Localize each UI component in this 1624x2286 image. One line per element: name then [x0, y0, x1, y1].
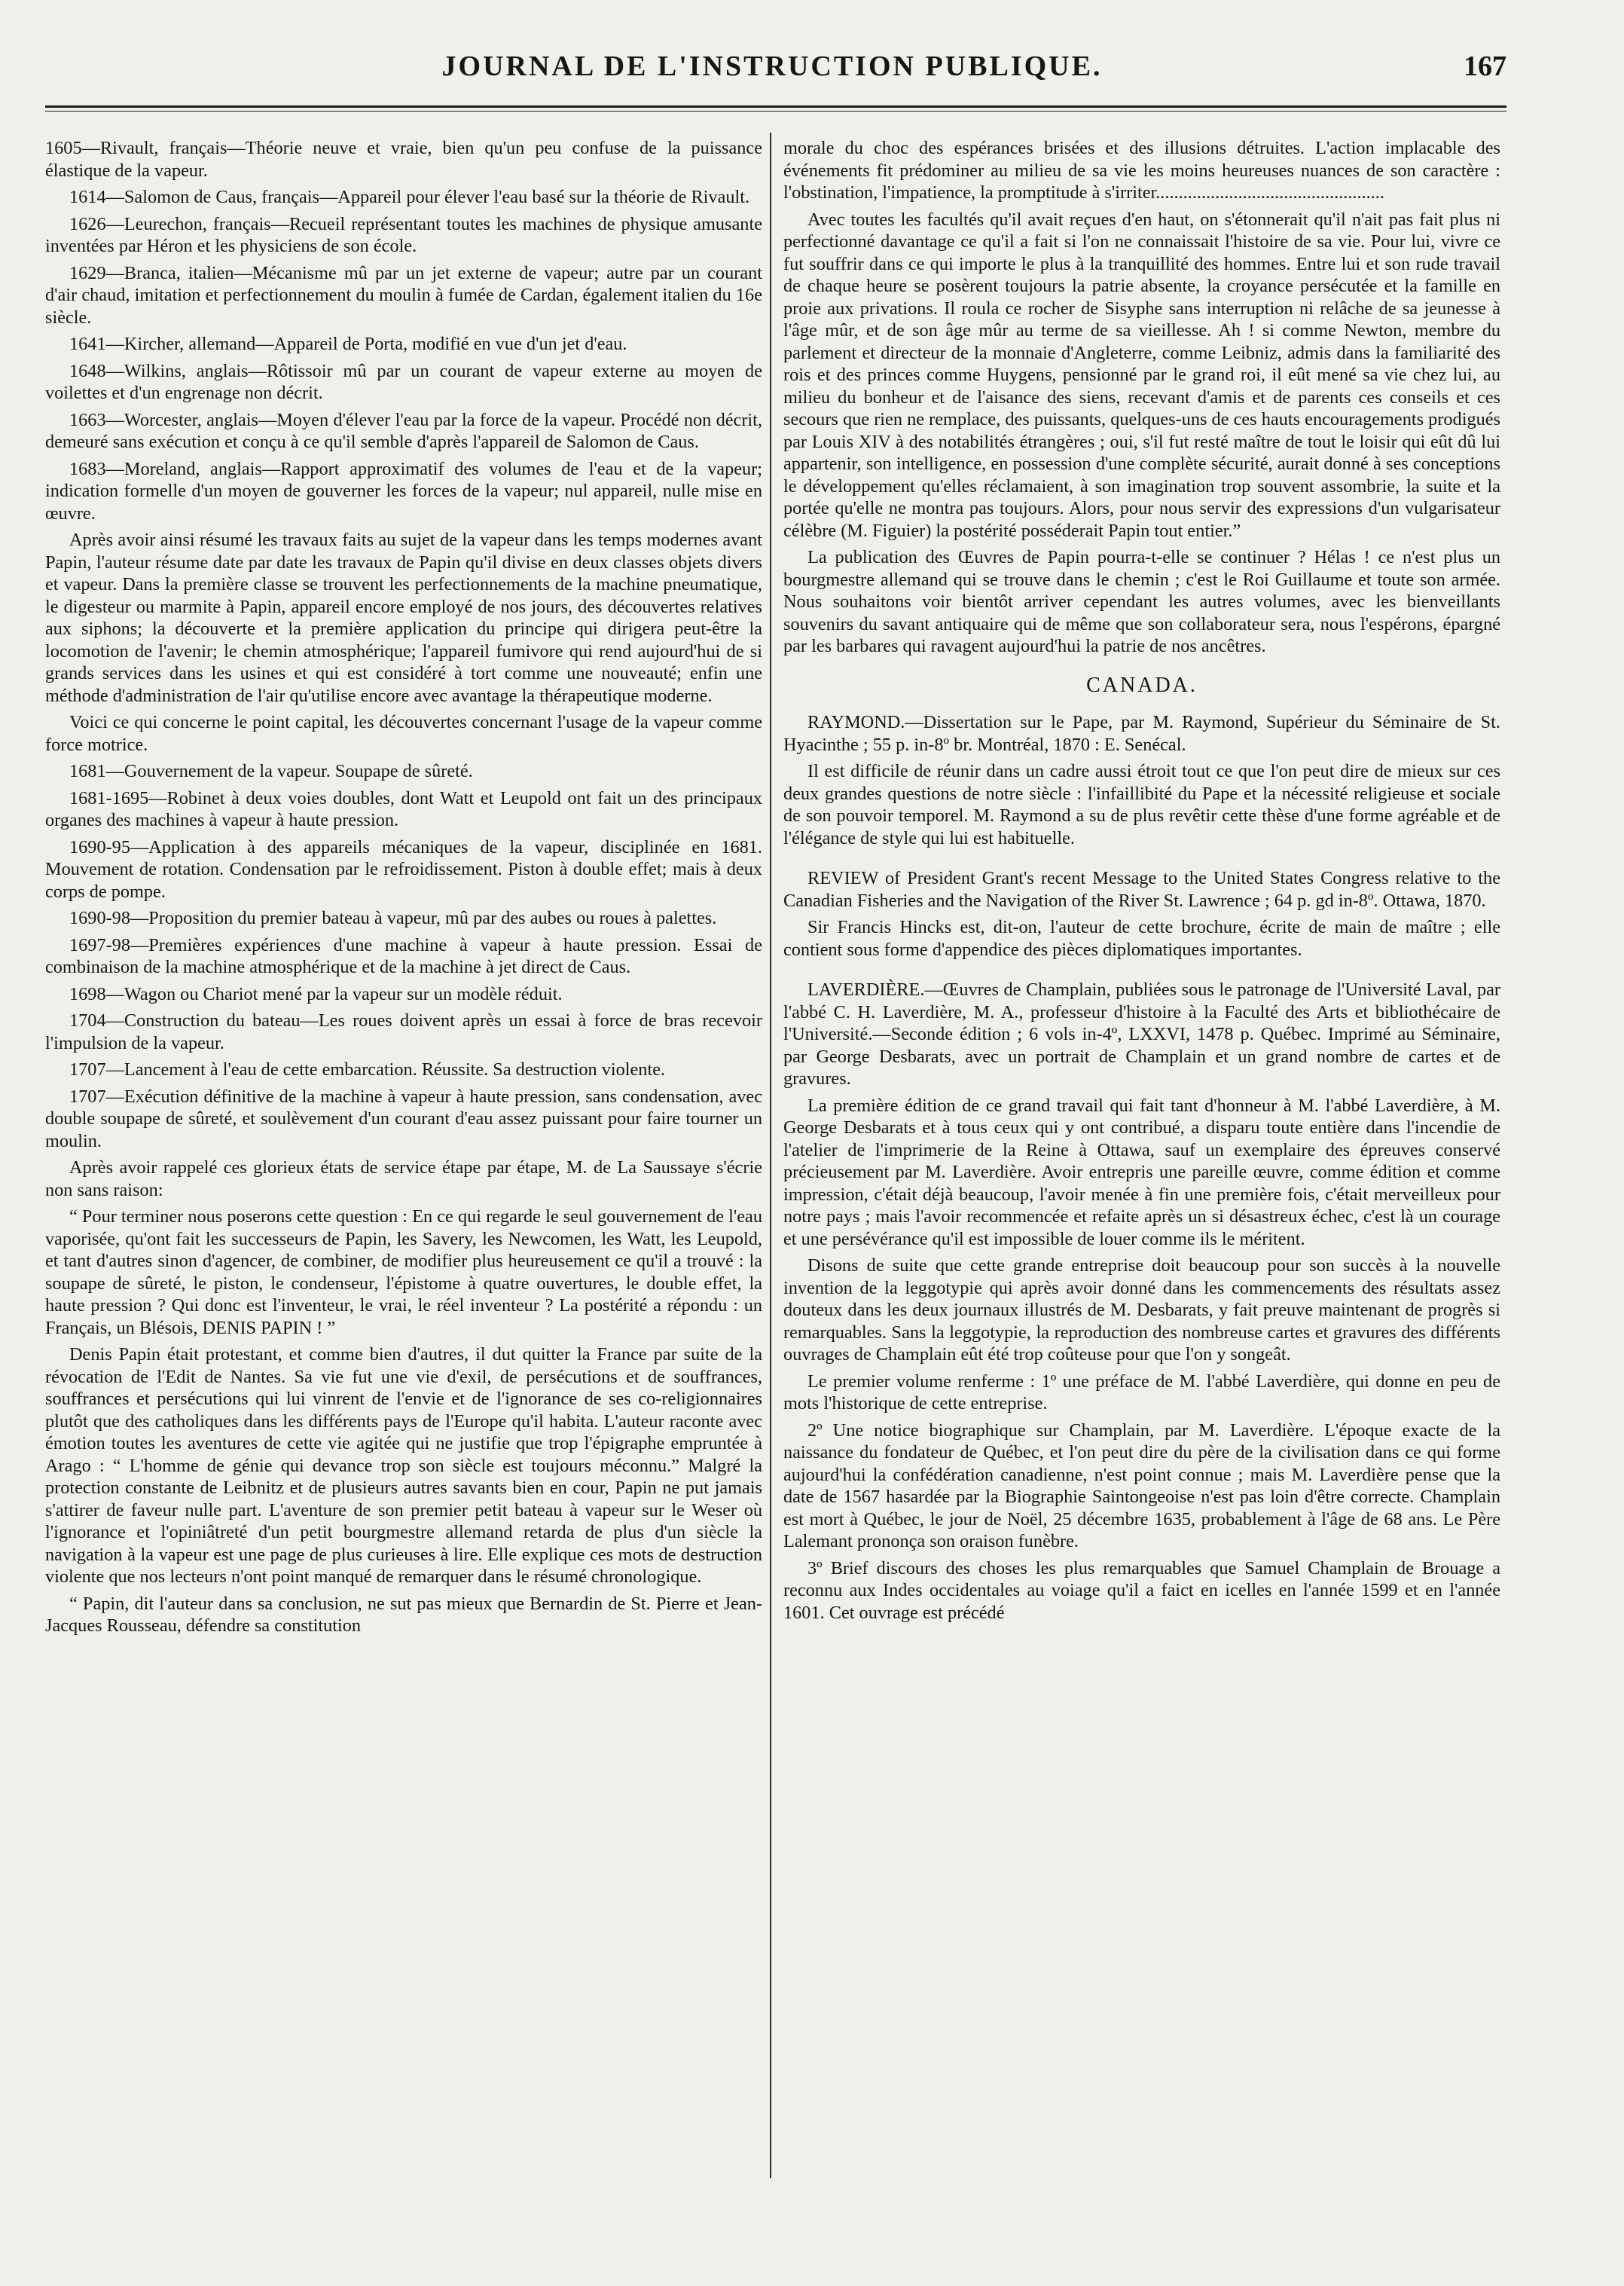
- paragraph: Voici ce qui concerne le point capital, les découvertes concernant l'usage de la vapeur comme force motrice.: [45, 712, 762, 755]
- paragraph: 1681-1695—Robinet à deux voies doubles, dont Watt et Leupold ont fait un des principaux organes des machines à vapeur à haute pression.: [45, 787, 762, 830]
- left-column: [45, 137, 762, 1642]
- paragraph: 1681—Gouvernement de la vapeur. Soupape de sûreté.: [69, 761, 473, 781]
- paragraph: Sir Francis Hincks est, dit-on, l'auteur de cette brochure, écrite de main de maître ; elle contient sous forme d'appendice des pièces diplomatiques importantes.: [783, 917, 1500, 960]
- paragraph: 1629—Branca, italien—Mécanisme mû par un jet externe de vapeur; autre par un courant d'air chaud, imitation et perfectionnement du moulin à fumée de Cardan, également italien du 16e siècle.: [45, 262, 762, 328]
- paragraph: 1690-95—Application à des appareils mécaniques de la vapeur, disciplinée en 1681. Mouvement de rotation. Condensation par le refroidissement. Piston à double effet; mais à deux corps de pompe.: [45, 836, 762, 902]
- page-header: [45, 45, 1506, 98]
- review-entry: REVIEW of President Grant's recent Message to the United States Congress relative to the Canadian Fisheries and the Navigation of the River St. Lawrence ; 64 p. gd in-8º. Ottawa, 1870.: [783, 868, 1500, 911]
- paragraph: 1614—Salomon de Caus, français—Appareil pour élever l'eau basé sur la théorie de Rivault.: [69, 187, 750, 207]
- paragraph: 1683—Moreland, anglais—Rapport approximatif des volumes de l'eau et de la vapeur; indication formelle d'un moyen de gouverner les forces de la vapeur; nul appareil, nulle mise en œuvre.: [45, 458, 762, 524]
- paragraph: Avec toutes les facultés qu'il avait reçues d'en haut, on s'étonnerait qu'il n'ait pas fait plus ni perfectionné davantage ce qu'il a fait si l'on ne connaissait l'histoire de sa vie. Pour lui, vivre ce fut souffrir dans ce qui importe le plus à la tranquillité des hommes. Entre lui et son rude travail de chaque heure se posèrent toujours la patrie absente, la croyance persécutée et la famille en proie aux privations. Il roula ce rocher de Sisyphe sans interruption ni relâche de sa jeunesse à l'âge mûr, et de son âge mûr au terme de sa vieillesse. Ah ! si comme Newton, membre du parlement et directeur de la monnaie d'Angleterre, comme Leibniz, admis dans la familiarité des rois et des princes comme Huygens, pensionné par le grand roi, il eût mené sa vie chez lui, au milieu du bonheur et de l'aisance des siens, recevant d'amis et de parents ces conseils et ces secours que rien ne remplace, des puissants, quelques-uns de ces hauts encouragements prodigués par Louis XIV à des notabilités étrangères ; oui, s'il fut resté maître de tout le loisir qui eût dû lui appartenir, son intelligence, en possession d'une complète sécurité, aurait donné à ses conceptions le développement qu'elles réclamaient, à son imagination trop souvent assombrie, la suite et la portée qu'elle ne montra pas toujours. Alors, pour nous servir des expressions d'un vulgarisateur célèbre (M. Figuier) la postérité posséderait Papin tout entier.”: [783, 209, 1500, 541]
- paragraph: 1704—Construction du bateau—Les roues doivent après un essai à force de bras recevoir l'impulsion de la vapeur.: [45, 1010, 762, 1053]
- paragraph: La première édition de ce grand travail qui fait tant d'honneur à M. l'abbé Laverdière, à M. George Desbarats et à tous ceux qui y ont contribué, a disparu toute entière dans l'incendie de l'atelier de l'imprimerie de la Reine à Ottawa, sauf un exemplaire des épreuves conservé précieusement par M. Laverdière. Avoir entrepris une pareille œuvre, comme édition et comme impression, c'était déjà beaucoup, l'avoir menée à fin une première fois, c'était merveilleux pour notre pays ; mais l'avoir recommencée et refaite après un si désastreux échec, c'est là un courage et une persévérance qu'il est impossible de louer comme ils le méritent.: [783, 1095, 1500, 1249]
- paragraph: 1641—Kircher, allemand—Appareil de Porta, modifié en vue d'un jet d'eau.: [69, 334, 627, 354]
- paragraph: 1707—Lancement à l'eau de cette embarcation. Réussite. Sa destruction violente.: [69, 1059, 666, 1080]
- page-number: 167: [1464, 50, 1506, 82]
- running-title: JOURNAL DE L'INSTRUCTION PUBLIQUE.: [441, 50, 1103, 82]
- quotation: “ Pour terminer nous poserons cette question : En ce qui regarde le seul gouvernement de l'eau vaporisée, qu'ont fait les successeurs de Papin, les Savery, les Newcomen, les Watt, les Leupold, et tant d'autres sinon d'agencer, de combiner, de modifier plus heureusement ce qu'il a trouvé : la soupape de sûreté, le piston, le condenseur, l'épistome à quatre ouvertures, le double effet, la haute pression ? Qui donc est l'inventeur, le vrai, le réel inventeur ? La postérité a répondu : un Français, un Blésois, DENIS PAPIN ! ”: [45, 1206, 762, 1338]
- paragraph: 1663—Worcester, anglais—Moyen d'élever l'eau par la force de la vapeur. Procédé non décrit, demeuré sans exécution et conçu à ce qu'il semble d'après l'appareil de Salomon de Caus.: [45, 409, 762, 452]
- paragraph: 1707—Exécution définitive de la machine à vapeur à haute pression, sans condensation, avec double soupape de sûreté, et soulèvement d'un courant d'eau assez puissant pour faire tourner un moulin.: [45, 1086, 762, 1151]
- header-rule-thin: [45, 111, 1506, 112]
- paragraph: 1697-98—Premières expériences d'une machine à vapeur à haute pression. Essai de combinaison de la machine atmosphérique et de la machine à jet direct de Caus.: [45, 934, 762, 977]
- paragraph: morale du choc des espérances brisées et des illusions détruites. L'action implacable des événements fit prédominer au milieu de sa vie les moins heureuses nuances de son caractère : l'obstination, l'impatience, la promptitude à s'irriter..................................................: [783, 138, 1500, 203]
- review-entry: RAYMOND.—Dissertation sur le Pape, par M. Raymond, Supérieur du Séminaire de St. Hyacinthe ; 55 p. in-8º br. Montréal, 1870 : E. Senécal.: [783, 712, 1500, 755]
- right-column: [783, 137, 1500, 1628]
- quotation: “ Papin, dit l'auteur dans sa conclusion, ne sut pas mieux que Bernardin de St. Pierre et Jean-Jacques Rousseau, défendre sa constitution: [45, 1593, 762, 1636]
- spacer: [783, 854, 1500, 867]
- paragraph: Après avoir ainsi résumé les travaux faits au sujet de la vapeur dans les temps modernes avant Papin, l'auteur résume date par date les travaux de Papin qu'il divise en deux classes objets divers et vapeur. Dans la première classe se trouvent les perfectionnements de la machine pneumatique, le digesteur ou marmite à Papin, appareil encore employé de nos jours, des découvertes relatives aux siphons; la découverte et la première application du principe qui dirigera peut-être la locomotion de l'avenir; le chemin atmosphérique; l'appareil fumivore qui rend aujourd'hui de si grands services dans les usines et qui est considéré à tort comme une nouveauté; enfin une méthode d'administration de l'air qu'utilise encore avec avantage la thérapeutique moderne.: [45, 530, 762, 706]
- paragraph: 2º Une notice biographique sur Champlain, par M. Laverdière. L'époque exacte de la naissance du fondateur de Québec, et l'on peut dire du père de la civilisation dans ce qui forme aujourd'hui la confédération canadienne, n'est point connue ; mais M. Laverdière pense que la date de 1567 hasardée par la Biographie Saintongeoise n'est pas loin d'être correcte. Champlain est mort à Québec, le jour de Noël, 25 décembre 1635, probablement à l'âge de 68 ans. Le Père Lalemant prononça son oraison funèbre.: [783, 1420, 1500, 1551]
- paragraph: Le premier volume renferme : 1º une préface de M. l'abbé Laverdière, qui donne en peu de mots l'historique de cette entreprise.: [783, 1371, 1500, 1413]
- paragraph: Disons de suite que cette grande entreprise doit beaucoup pour son succès à la nouvelle invention de la leggotypie qui après avoir donné dans les commencements des résultats assez douteux dans les deux journaux illustrés de M. Desbarats, y fait preuve maintenant de progrès si remarquables. Sans la leggotypie, la reproduction des nombreuse cartes et gravures des différents ouvrages de Champlain eût été trop coûteuse pour que l'on y songeât.: [783, 1255, 1500, 1365]
- paragraph: Denis Papin était protestant, et comme bien d'autres, il dut quitter la France par suite de la révocation de l'Edit de Nantes. Sa vie fut une vie d'exil, de persécutions et de souffrances, souffrances et persécutions qui lui vinrent de l'envie et de l'ignorance de ses co-religionnaires plutôt que des catholiques dans les différents pays de l'Europe qu'il habita. L'auteur raconte avec émotion toutes les aventures de cette vie agitée qui ne justifie que trop l'épigraphe empruntée à Arago : “ L'homme de génie qui devance trop son siècle est toujours méconnu.” Malgré la protection constante de Leibnitz et de plusieurs autres savants bien en cour, Papin ne put jamais s'attirer de faveur nulle part. L'aventure de son premier petit bateau à vapeur sur le Weser où l'ignorance et l'opiniâtreté d'un petit bourgmestre allemand retarda de plus d'un siècle la navigation à la vapeur est une page de plus curieuses à lire. Elle explique ces mots de destruction violente que nos lecteurs n'ont point manqué de remarquer dans le résumé chronologique.: [45, 1344, 762, 1587]
- paragraph: 1648—Wilkins, anglais—Rôtissoir mû par un courant de vapeur externe au moyen de voilettes et d'un engrenage non décrit.: [45, 360, 762, 403]
- review-entry: LAVERDIÈRE.—Œuvres de Champlain, publiées sous le patronage de l'Université Laval, par l'abbé C. H. Laverdière, M. A., professeur d'histoire à la Faculté des Arts et bibliothécaire de l'Université.—Seconde édition ; 6 vols in-4º, LXXVI, 1478 p. Québec. Imprimé au Séminaire, par George Desbarats, avec un portrait de Champlain et un grand nombre de cartes et de gravures.: [783, 979, 1500, 1089]
- paragraph: La publication des Œuvres de Papin pourra-t-elle se continuer ? Hélas ! ce n'est plus un bourgmestre allemand qui se trouve dans le chemin ; c'est le Roi Guillaume et toute son armée. Nous souhaitons voir bientôt arriver cependant les autres volumes, avec les bienveillants souvenirs du savant antiquaire qui de même que son collaborateur sera, nous l'espérons, épargné par les barbares qui ravagent aujourd'hui la patrie de nos ancêtres.: [783, 547, 1500, 656]
- paragraph: Après avoir rappelé ces glorieux états de service étape par étape, M. de La Saussaye s'écrie non sans raison:: [45, 1157, 762, 1200]
- paragraph: 1605—Rivault, français—Théorie neuve et vraie, bien qu'un peu confuse de la puissance élastique de la vapeur.: [45, 138, 762, 181]
- column-divider: [770, 133, 771, 2178]
- paragraph: 3º Brief discours des choses les plus remarquables que Samuel Champlain de Brouage a reconnu aux Indes occidentales au voiage qu'il a faict en icelles en l'année 1599 et en l'année 1601. Cet ouvrage est précédé: [783, 1557, 1500, 1623]
- header-rule-thick: [45, 105, 1506, 108]
- paragraph: Il est difficile de réunir dans un cadre aussi étroit tout ce que l'on peut dire de mieux sur ces deux grandes questions de notre siècle : l'infaillibité du Pape et la nécessité religieuse et sociale de son pouvoir temporel. M. Raymond a su de plus revêtir cette thèse d'une forme agréable et de l'élégance de style qui lui est habituelle.: [783, 761, 1500, 848]
- section-heading: CANADA.: [1086, 673, 1198, 697]
- paragraph: 1626—Leurechon, français—Recueil représentant toutes les machines de physique amusante inventées par Héron et les physiciens de son école.: [45, 213, 762, 256]
- paragraph: 1698—Wagon ou Chariot mené par la vapeur sur un modèle réduit.: [69, 983, 563, 1004]
- paragraph: 1690-98—Proposition du premier bateau à vapeur, mû par des aubes ou roues à palettes.: [69, 908, 717, 928]
- spacer: [783, 965, 1500, 979]
